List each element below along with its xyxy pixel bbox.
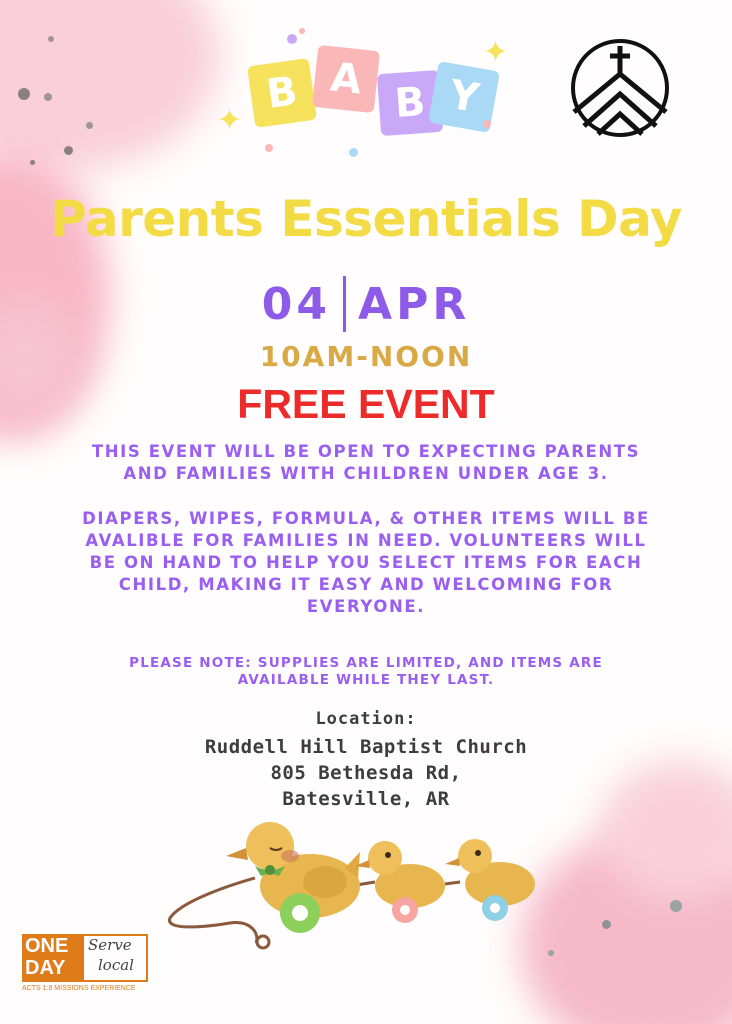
splatter-dot <box>64 146 73 155</box>
church-steeple-circle-icon <box>568 36 672 140</box>
event-title: Parents Essentials Day <box>50 190 682 248</box>
date-separator <box>343 276 346 332</box>
decor-dot <box>349 148 358 157</box>
splatter-dot <box>86 122 93 129</box>
location-street: 805 Bethesda Rd, <box>270 762 462 784</box>
decor-dot <box>299 28 305 34</box>
logo-script-serve: Serve <box>88 936 132 954</box>
letter-block-b: B <box>247 58 317 128</box>
logo-day: DAY <box>25 957 66 979</box>
location-label: Location: <box>315 709 417 729</box>
sparkle-icon: ✦ <box>483 35 509 70</box>
one-day-serve-local-logo <box>22 934 152 996</box>
event-time: 10AM-NOON <box>259 340 473 373</box>
date-day: 04 <box>261 278 332 330</box>
date-month: APR <box>358 278 471 330</box>
baby-blocks-graphic <box>215 28 515 158</box>
splatter-dot <box>48 36 54 42</box>
decor-dot <box>483 120 491 128</box>
logo-tagline: ACTS 1:8 MISSIONS EXPERIENCE <box>22 985 136 992</box>
location-city: Batesville, AR <box>282 788 450 810</box>
pink-watercolor-top-left <box>0 0 220 170</box>
logo-script-local: local <box>98 956 134 974</box>
location-name: Ruddell Hill Baptist Church <box>204 736 528 758</box>
splatter-dot <box>18 88 30 100</box>
letter-block-b: B <box>377 70 443 136</box>
supplies-note: PLEASE NOTE: SUPPLIES ARE LIMITED, AND ITEMS ARE AVAILABLE WHILE THEY LAST. <box>129 655 603 688</box>
decor-dot <box>287 34 297 44</box>
logo-one: ONE <box>25 935 69 957</box>
splatter-dot <box>670 900 682 912</box>
sparkle-icon: ✦ <box>217 103 243 138</box>
free-event-label: FREE EVENT <box>237 381 495 427</box>
splatter-dot <box>602 920 611 929</box>
duck-pull-toy-illustration <box>160 808 560 958</box>
event-date <box>0 278 732 330</box>
splatter-dot <box>44 93 52 101</box>
letter-block-y: Y <box>428 61 500 133</box>
decor-dot <box>265 144 273 152</box>
description-paragraph-1: THIS EVENT WILL BE OPEN TO EXPECTING PARENTS AND FAMILIES WITH CHILDREN UNDER AGE 3. <box>91 442 641 483</box>
description-paragraph-2: DIAPERS, WIPES, FORMULA, & OTHER ITEMS WILL BE AVALIBLE FOR FAMILIES IN NEED. VOLUNTEERS WILL BE ON HAND TO HELP YOU SELECT ITEMS FOR EACH CHILD, MAKING IT EASY AND WELCOMING FOR EVERYONE. <box>82 509 650 616</box>
letter-block-a: A <box>312 45 380 113</box>
splatter-dot <box>30 160 35 165</box>
